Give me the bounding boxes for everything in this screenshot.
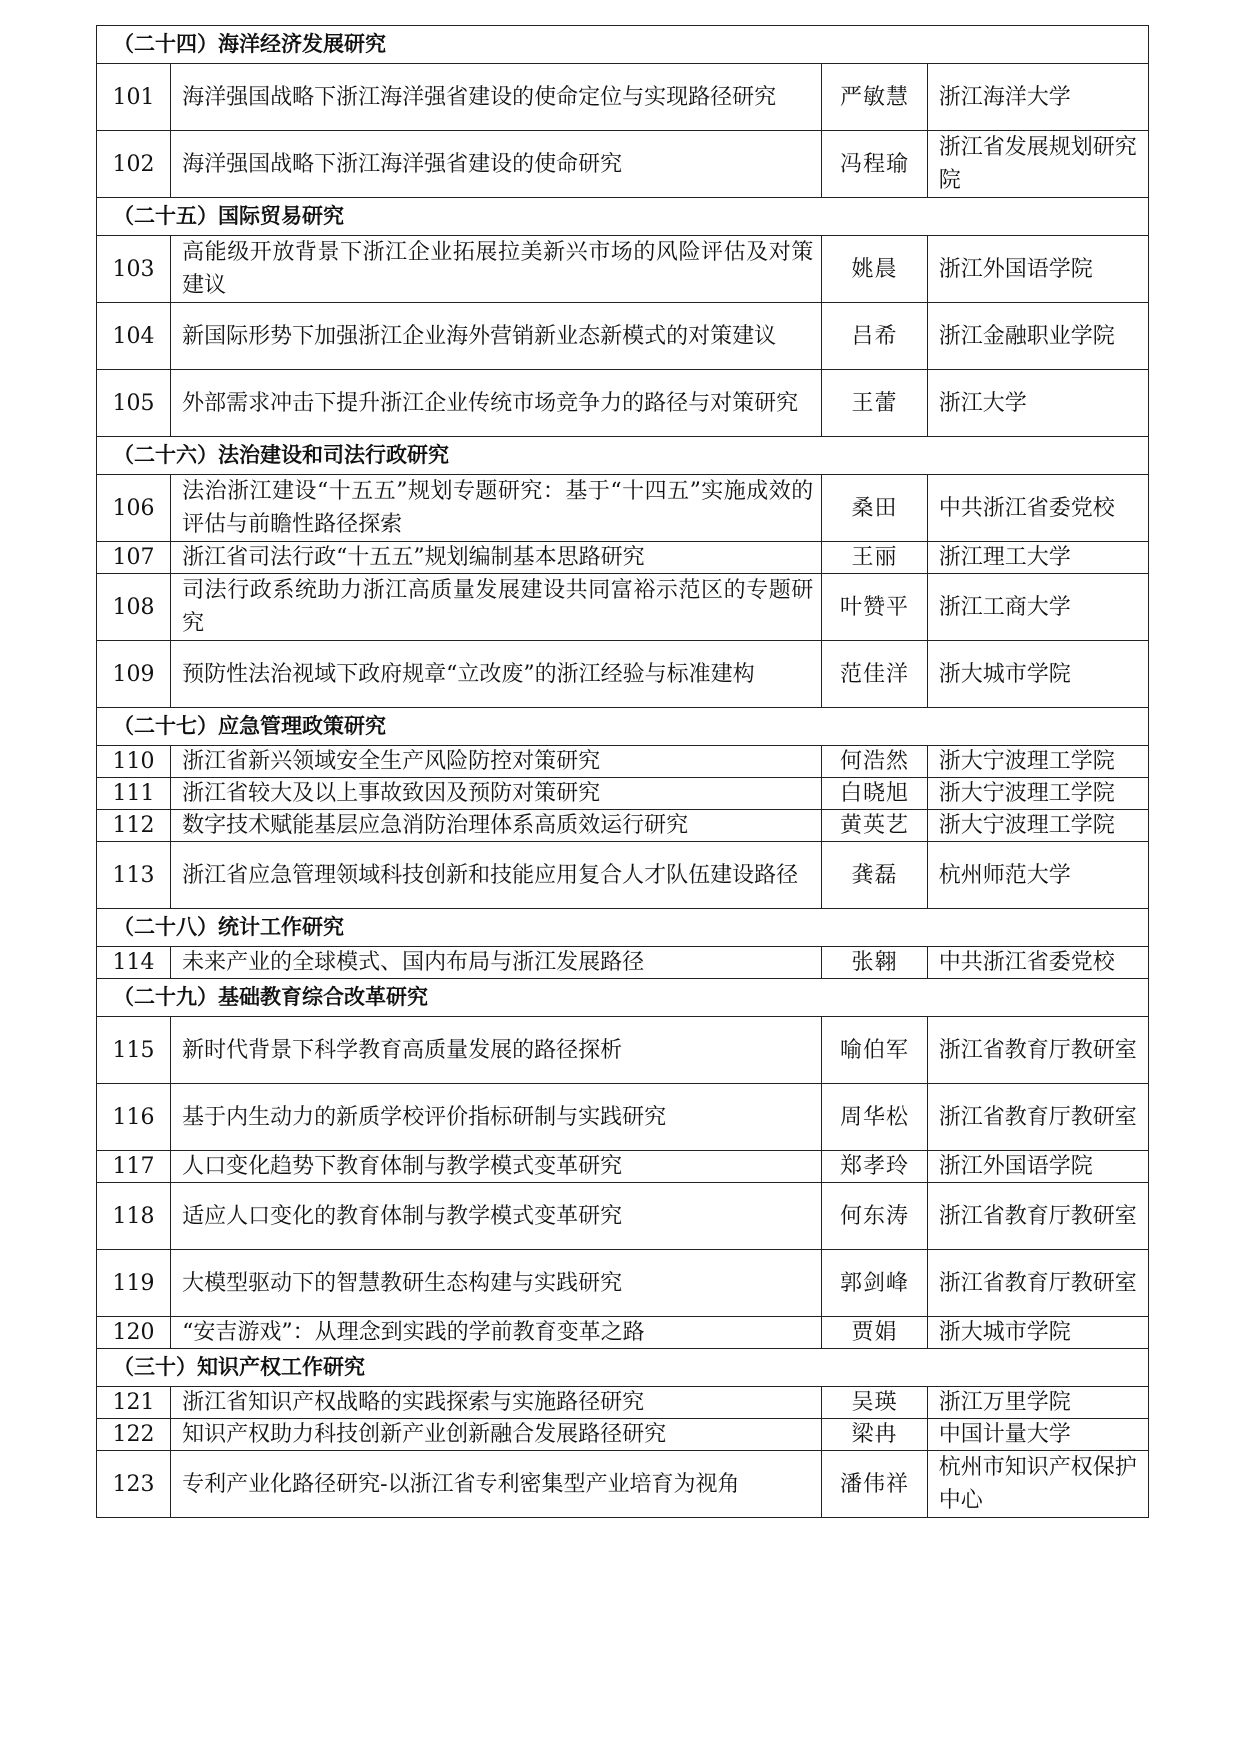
organization-name: 浙江省教育厅教研室 — [927, 1250, 1148, 1317]
table-row — [97, 1017, 1149, 1084]
researcher-name: 龚磊 — [822, 842, 928, 909]
table-row — [97, 1317, 1149, 1349]
researcher-name: 桑田 — [822, 475, 928, 542]
item-number: 109 — [97, 641, 171, 708]
topic-title: 法治浙江建设“十五五”规划专题研究：基于“十四五”实施成效的评估与前瞻性路径探索 — [171, 475, 822, 542]
organization-name: 浙大宁波理工学院 — [927, 810, 1148, 842]
item-number: 102 — [97, 131, 171, 198]
researcher-name: 冯程瑜 — [822, 131, 928, 198]
organization-name: 浙江万里学院 — [927, 1387, 1148, 1419]
researcher-name: 潘伟祥 — [822, 1451, 928, 1518]
topic-title: 新时代背景下科学教育高质量发展的路径探析 — [171, 1017, 822, 1084]
researcher-name: 叶赞平 — [822, 574, 928, 641]
section-title: （二十五）国际贸易研究 — [97, 198, 1149, 236]
organization-name: 浙大城市学院 — [927, 641, 1148, 708]
topic-title: 司法行政系统助力浙江高质量发展建设共同富裕示范区的专题研究 — [171, 574, 822, 641]
table-row — [97, 746, 1149, 778]
table-row — [97, 236, 1149, 303]
item-number: 117 — [97, 1151, 171, 1183]
researcher-name: 王丽 — [822, 542, 928, 574]
topic-title: 适应人口变化的教育体制与教学模式变革研究 — [171, 1183, 822, 1250]
item-number: 104 — [97, 303, 171, 370]
item-number: 113 — [97, 842, 171, 909]
table-row — [97, 370, 1149, 437]
researcher-name: 郭剑峰 — [822, 1250, 928, 1317]
topic-title: 知识产权助力科技创新产业创新融合发展路径研究 — [171, 1419, 822, 1451]
organization-name: 浙江大学 — [927, 370, 1148, 437]
section-header-row — [97, 26, 1149, 64]
item-number: 103 — [97, 236, 171, 303]
topic-title: “安吉游戏”：从理念到实践的学前教育变革之路 — [171, 1317, 822, 1349]
researcher-name: 范佳洋 — [822, 641, 928, 708]
organization-name: 浙江工商大学 — [927, 574, 1148, 641]
organization-name: 浙江理工大学 — [927, 542, 1148, 574]
table-row — [97, 1451, 1149, 1518]
table-row — [97, 64, 1149, 131]
table-row — [97, 574, 1149, 641]
item-number: 118 — [97, 1183, 171, 1250]
organization-name: 浙江外国语学院 — [927, 1151, 1148, 1183]
section-header-row — [97, 437, 1149, 475]
section-title: （三十）知识产权工作研究 — [97, 1349, 1149, 1387]
item-number: 110 — [97, 746, 171, 778]
topic-title: 大模型驱动下的智慧教研生态构建与实践研究 — [171, 1250, 822, 1317]
organization-name: 浙江省教育厅教研室 — [927, 1017, 1148, 1084]
topic-title: 基于内生动力的新质学校评价指标研制与实践研究 — [171, 1084, 822, 1151]
table-row — [97, 810, 1149, 842]
researcher-name: 王蕾 — [822, 370, 928, 437]
organization-name: 浙江省发展规划研究院 — [927, 131, 1148, 198]
table-row — [97, 842, 1149, 909]
table-row — [97, 131, 1149, 198]
section-header-row — [97, 979, 1149, 1017]
item-number: 123 — [97, 1451, 171, 1518]
section-title: （二十九）基础教育综合改革研究 — [97, 979, 1149, 1017]
organization-name: 杭州市知识产权保护中心 — [927, 1451, 1148, 1518]
section-header-row — [97, 708, 1149, 746]
table-row — [97, 1084, 1149, 1151]
item-number: 120 — [97, 1317, 171, 1349]
section-header-row — [97, 198, 1149, 236]
item-number: 121 — [97, 1387, 171, 1419]
researcher-name: 姚晨 — [822, 236, 928, 303]
topic-title: 专利产业化路径研究-以浙江省专利密集型产业培育为视角 — [171, 1451, 822, 1518]
table-row — [97, 475, 1149, 542]
researcher-name: 何浩然 — [822, 746, 928, 778]
section-title: （二十七）应急管理政策研究 — [97, 708, 1149, 746]
item-number: 101 — [97, 64, 171, 131]
organization-name: 中国计量大学 — [927, 1419, 1148, 1451]
section-title: （二十四）海洋经济发展研究 — [97, 26, 1149, 64]
item-number: 114 — [97, 947, 171, 979]
table-row — [97, 1387, 1149, 1419]
topic-title: 浙江省应急管理领域科技创新和技能应用复合人才队伍建设路径 — [171, 842, 822, 909]
table-row — [97, 1151, 1149, 1183]
topic-title: 数字技术赋能基层应急消防治理体系高质效运行研究 — [171, 810, 822, 842]
item-number: 119 — [97, 1250, 171, 1317]
item-number: 116 — [97, 1084, 171, 1151]
topic-title: 浙江省较大及以上事故致因及预防对策研究 — [171, 778, 822, 810]
researcher-name: 贾娟 — [822, 1317, 928, 1349]
table-row — [97, 1419, 1149, 1451]
section-header-row — [97, 909, 1149, 947]
organization-name: 浙江外国语学院 — [927, 236, 1148, 303]
item-number: 122 — [97, 1419, 171, 1451]
researcher-name: 周华松 — [822, 1084, 928, 1151]
organization-name: 浙江省教育厅教研室 — [927, 1084, 1148, 1151]
item-number: 106 — [97, 475, 171, 542]
table-row — [97, 947, 1149, 979]
section-title: （二十六）法治建设和司法行政研究 — [97, 437, 1149, 475]
item-number: 115 — [97, 1017, 171, 1084]
topic-title: 浙江省司法行政“十五五”规划编制基本思路研究 — [171, 542, 822, 574]
topic-title: 人口变化趋势下教育体制与教学模式变革研究 — [171, 1151, 822, 1183]
organization-name: 中共浙江省委党校 — [927, 947, 1148, 979]
table-row — [97, 1250, 1149, 1317]
topic-title: 未来产业的全球模式、国内布局与浙江发展路径 — [171, 947, 822, 979]
organization-name: 浙江海洋大学 — [927, 64, 1148, 131]
table-body — [97, 26, 1149, 1518]
topic-title: 高能级开放背景下浙江企业拓展拉美新兴市场的风险评估及对策建议 — [171, 236, 822, 303]
organization-name: 浙江金融职业学院 — [927, 303, 1148, 370]
item-number: 107 — [97, 542, 171, 574]
topic-title: 新国际形势下加强浙江企业海外营销新业态新模式的对策建议 — [171, 303, 822, 370]
organization-name: 浙大宁波理工学院 — [927, 778, 1148, 810]
organization-name: 浙江省教育厅教研室 — [927, 1183, 1148, 1250]
project-list-table — [96, 25, 1149, 1518]
researcher-name: 张翱 — [822, 947, 928, 979]
table-row — [97, 641, 1149, 708]
section-title: （二十八）统计工作研究 — [97, 909, 1149, 947]
researcher-name: 梁冉 — [822, 1419, 928, 1451]
researcher-name: 白晓旭 — [822, 778, 928, 810]
researcher-name: 郑孝玲 — [822, 1151, 928, 1183]
item-number: 105 — [97, 370, 171, 437]
topic-title: 浙江省新兴领域安全生产风险防控对策研究 — [171, 746, 822, 778]
researcher-name: 黄英艺 — [822, 810, 928, 842]
organization-name: 杭州师范大学 — [927, 842, 1148, 909]
organization-name: 浙大城市学院 — [927, 1317, 1148, 1349]
organization-name: 中共浙江省委党校 — [927, 475, 1148, 542]
table-row — [97, 1183, 1149, 1250]
topic-title: 预防性法治视域下政府规章“立改废”的浙江经验与标准建构 — [171, 641, 822, 708]
table-row — [97, 542, 1149, 574]
researcher-name: 吴瑛 — [822, 1387, 928, 1419]
organization-name: 浙大宁波理工学院 — [927, 746, 1148, 778]
researcher-name: 喻伯军 — [822, 1017, 928, 1084]
item-number: 112 — [97, 810, 171, 842]
topic-title: 浙江省知识产权战略的实践探索与实施路径研究 — [171, 1387, 822, 1419]
section-header-row — [97, 1349, 1149, 1387]
item-number: 108 — [97, 574, 171, 641]
topic-title: 海洋强国战略下浙江海洋强省建设的使命定位与实现路径研究 — [171, 64, 822, 131]
researcher-name: 严敏慧 — [822, 64, 928, 131]
table-row — [97, 778, 1149, 810]
researcher-name: 吕希 — [822, 303, 928, 370]
topic-title: 海洋强国战略下浙江海洋强省建设的使命研究 — [171, 131, 822, 198]
topic-title: 外部需求冲击下提升浙江企业传统市场竞争力的路径与对策研究 — [171, 370, 822, 437]
table-row — [97, 303, 1149, 370]
item-number: 111 — [97, 778, 171, 810]
researcher-name: 何东涛 — [822, 1183, 928, 1250]
